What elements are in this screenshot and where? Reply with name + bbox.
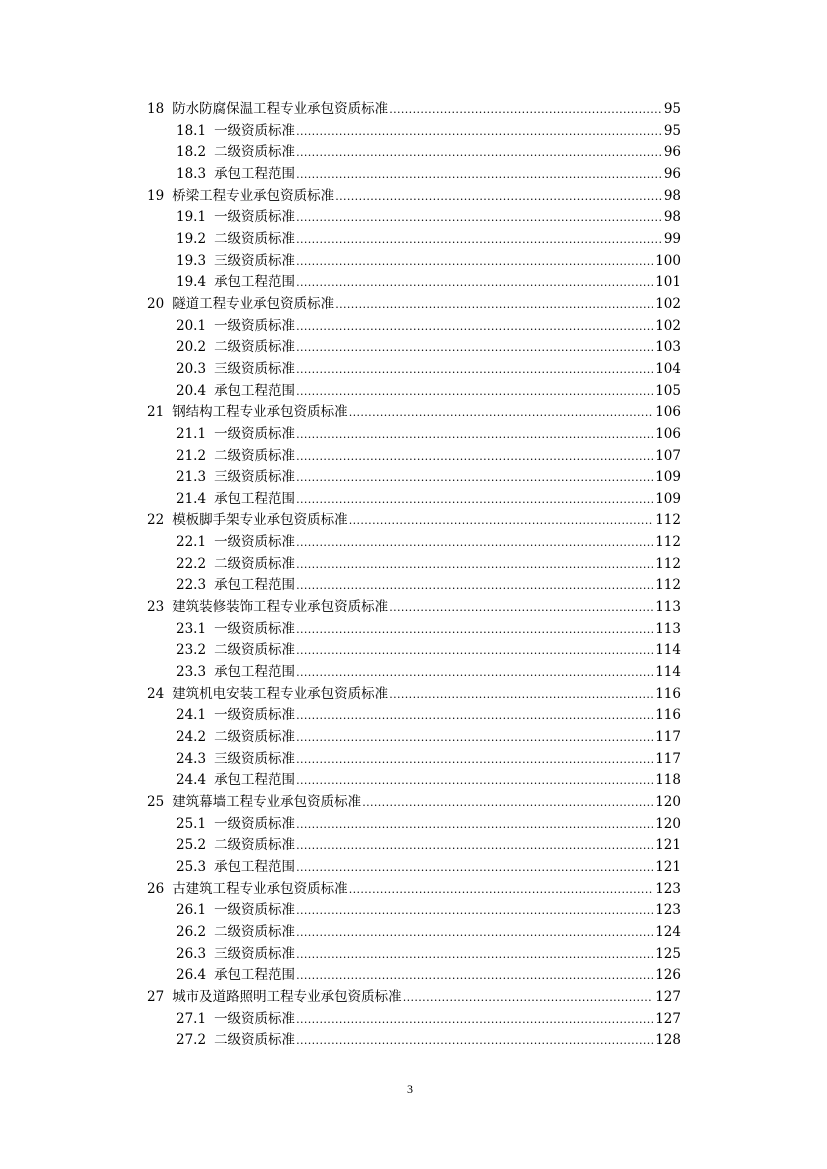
dot-leader — [296, 446, 653, 468]
toc-entry-title: 古建筑工程专业承包资质标准 — [172, 880, 348, 897]
dot-leader — [296, 381, 653, 403]
toc-entry-number: 26.2 — [176, 923, 207, 940]
toc-entry-title: 建筑装修装饰工程专业承包资质标准 — [172, 599, 389, 616]
toc-entry-number: 18.3 — [176, 165, 207, 182]
toc-entry-number: 26.1 — [176, 902, 207, 919]
toc-subsection-entry — [147, 489, 681, 511]
dot-leader — [296, 467, 653, 489]
dot-leader — [362, 792, 653, 814]
dot-leader — [296, 619, 653, 641]
toc-section-entry — [147, 879, 681, 901]
dot-leader — [389, 99, 662, 121]
toc-section-entry — [147, 402, 681, 424]
toc-entry-number: 21.4 — [176, 490, 207, 507]
toc-entry-title: 承包工程范围 — [214, 165, 296, 182]
dot-leader — [296, 121, 662, 143]
toc-entry-page: 112 — [655, 555, 681, 572]
toc-subsection-entry — [147, 229, 681, 251]
dot-leader — [296, 662, 653, 684]
toc-subsection-entry — [147, 532, 681, 554]
toc-subsection-entry — [147, 121, 681, 143]
dot-leader — [296, 770, 653, 792]
toc-entry-page: 128 — [655, 1032, 681, 1049]
toc-entry-title: 二级资质标准 — [214, 642, 296, 659]
dot-leader — [296, 164, 662, 186]
toc-entry-number: 23.3 — [176, 664, 207, 681]
dot-leader — [335, 294, 653, 316]
dot-leader — [296, 424, 653, 446]
toc-entry-page: 107 — [655, 447, 681, 464]
dot-leader — [296, 251, 653, 273]
toc-entry-number: 20.3 — [176, 360, 207, 377]
toc-subsection-entry — [147, 142, 681, 164]
toc-entry-title: 城市及道路照明工程专业承包资质标准 — [172, 988, 402, 1005]
toc-entry-title: 一级资质标准 — [214, 534, 296, 551]
toc-entry-title: 一级资质标准 — [214, 707, 296, 724]
toc-entry-number: 20 — [147, 295, 165, 312]
toc-entry-number: 27 — [147, 988, 165, 1005]
toc-entry-page: 113 — [655, 599, 681, 616]
toc-entry-title: 二级资质标准 — [214, 555, 296, 572]
dot-leader — [296, 900, 653, 922]
toc-entry-number: 22.2 — [176, 555, 207, 572]
toc-entry-page: 117 — [655, 750, 681, 767]
toc-entry-number: 22 — [147, 512, 165, 529]
page-number: 3 — [407, 1082, 413, 1096]
toc-entry-title: 二级资质标准 — [214, 923, 296, 940]
toc-entry-title: 一级资质标准 — [214, 122, 296, 139]
dot-leader — [296, 554, 653, 576]
toc-entry-page: 109 — [655, 490, 681, 507]
dot-leader — [296, 1030, 653, 1052]
toc-entry-number: 21.1 — [176, 425, 207, 442]
toc-subsection-entry — [147, 922, 681, 944]
dot-leader — [296, 922, 653, 944]
dot-leader — [296, 229, 662, 251]
toc-subsection-entry — [147, 446, 681, 468]
toc-entry-number: 25.2 — [176, 837, 207, 854]
toc-section-entry — [147, 792, 681, 814]
toc-subsection-entry — [147, 251, 681, 273]
dot-leader — [296, 727, 653, 749]
toc-entry-page: 96 — [663, 165, 681, 182]
toc-entry-page: 117 — [655, 729, 681, 746]
toc-entry-number: 24 — [147, 685, 165, 702]
toc-subsection-entry — [147, 337, 681, 359]
toc-subsection-entry — [147, 467, 681, 489]
toc-entry-title: 承包工程范围 — [214, 858, 296, 875]
dot-leader — [296, 814, 653, 836]
toc-subsection-entry — [147, 835, 681, 857]
toc-entry-title: 隧道工程专业承包资质标准 — [172, 295, 335, 312]
toc-subsection-entry — [147, 640, 681, 662]
toc-section-entry — [147, 597, 681, 619]
toc-entry-page: 114 — [655, 642, 681, 659]
toc-entry-number: 24.4 — [176, 772, 207, 789]
toc-entry-title: 二级资质标准 — [214, 729, 296, 746]
toc-entry-page: 109 — [655, 469, 681, 486]
toc-subsection-entry — [147, 272, 681, 294]
toc-entry-number: 22.1 — [176, 534, 207, 551]
dot-leader — [389, 597, 653, 619]
toc-entry-number: 21 — [147, 404, 165, 421]
dot-leader — [349, 879, 654, 901]
toc-entry-page: 124 — [655, 923, 681, 940]
dot-leader — [349, 402, 654, 424]
toc-entry-title: 三级资质标准 — [214, 750, 296, 767]
toc-entry-page: 113 — [655, 620, 681, 637]
dot-leader — [389, 684, 653, 706]
toc-entry-number: 23 — [147, 599, 165, 616]
toc-subsection-entry — [147, 965, 681, 987]
toc-entry-title: 承包工程范围 — [214, 490, 296, 507]
toc-entry-title: 二级资质标准 — [214, 144, 296, 161]
toc-entry-page: 120 — [655, 815, 681, 832]
toc-subsection-entry — [147, 900, 681, 922]
dot-leader — [296, 337, 653, 359]
toc-entry-page: 98 — [663, 209, 681, 226]
dot-leader — [296, 835, 653, 857]
dot-leader — [296, 272, 653, 294]
toc-entry-title: 三级资质标准 — [214, 360, 296, 377]
toc-entry-title: 二级资质标准 — [214, 837, 296, 854]
toc-entry-page: 121 — [655, 837, 681, 854]
dot-leader — [349, 510, 654, 532]
toc-entry-number: 24.2 — [176, 729, 207, 746]
toc-entry-title: 建筑机电安装工程专业承包资质标准 — [172, 685, 389, 702]
toc-entry-number: 27.2 — [176, 1032, 207, 1049]
dot-leader — [296, 316, 653, 338]
toc-entry-page: 118 — [655, 772, 681, 789]
toc-entry-page: 114 — [655, 664, 681, 681]
toc-entry-page: 127 — [655, 988, 681, 1005]
toc-entry-title: 承包工程范围 — [214, 664, 296, 681]
toc-entry-title: 二级资质标准 — [214, 339, 296, 356]
toc-subsection-entry — [147, 207, 681, 229]
toc-entry-number: 19 — [147, 187, 165, 204]
toc-entry-page: 123 — [655, 902, 681, 919]
dot-leader — [296, 575, 653, 597]
toc-entry-title: 桥梁工程专业承包资质标准 — [172, 187, 335, 204]
dot-leader — [296, 359, 653, 381]
toc-subsection-entry — [147, 1030, 681, 1052]
toc-entry-number: 20.4 — [176, 382, 207, 399]
toc-entry-number: 19.2 — [176, 230, 207, 247]
dot-leader — [296, 1009, 653, 1031]
dot-leader — [296, 749, 653, 771]
toc-entry-number: 26.4 — [176, 967, 207, 984]
toc-subsection-entry — [147, 554, 681, 576]
dot-leader — [296, 489, 653, 511]
toc-entry-title: 建筑幕墙工程专业承包资质标准 — [172, 794, 362, 810]
toc-entry-page: 123 — [655, 880, 681, 897]
toc-entry-title: 钢结构工程专业承包资质标准 — [172, 404, 348, 421]
toc-entry-title: 二级资质标准 — [214, 447, 296, 464]
toc-subsection-entry — [147, 814, 681, 836]
toc-entry-number: 19.3 — [176, 252, 207, 269]
toc-entry-title: 一级资质标准 — [214, 815, 296, 832]
toc-entry-page: 112 — [655, 577, 681, 594]
toc-entry-title: 三级资质标准 — [214, 945, 296, 962]
dot-leader — [296, 532, 653, 554]
toc-section-entry — [147, 99, 681, 121]
toc-entry-page: 95 — [663, 101, 681, 117]
toc-entry-page: 99 — [663, 230, 681, 247]
toc-subsection-entry — [147, 316, 681, 338]
dot-leader — [296, 142, 662, 164]
dot-leader — [296, 965, 653, 987]
dot-leader — [403, 987, 654, 1009]
toc-entry-title: 三级资质标准 — [214, 252, 296, 269]
toc-entry-title: 二级资质标准 — [214, 1032, 296, 1049]
toc-entry-page: 101 — [655, 274, 681, 291]
toc-section-entry — [147, 186, 681, 208]
toc-subsection-entry — [147, 770, 681, 792]
toc-section-entry — [147, 294, 681, 316]
toc-entry-title: 一级资质标准 — [214, 1010, 296, 1027]
toc-entry-number: 25.1 — [176, 815, 207, 832]
toc-entry-page: 106 — [655, 404, 681, 421]
toc-entry-title: 一级资质标准 — [214, 317, 296, 334]
toc-entry-title: 模板脚手架专业承包资质标准 — [172, 512, 348, 529]
toc-entry-number: 20.1 — [176, 317, 207, 334]
toc-entry-page: 95 — [663, 122, 681, 139]
toc-entry-page: 103 — [655, 339, 681, 356]
toc-entry-page: 112 — [655, 534, 681, 551]
toc-subsection-entry — [147, 749, 681, 771]
dot-leader — [335, 186, 662, 208]
toc-entry-title: 一级资质标准 — [214, 209, 296, 226]
toc-entry-title: 承包工程范围 — [214, 382, 296, 399]
toc-subsection-entry — [147, 619, 681, 641]
toc-entry-title: 承包工程范围 — [214, 274, 296, 291]
toc-entry-page: 102 — [655, 295, 681, 312]
toc-section-entry — [147, 684, 681, 706]
toc-entry-page: 96 — [663, 144, 681, 161]
toc-entry-title: 二级资质标准 — [214, 230, 296, 247]
toc-subsection-entry — [147, 424, 681, 446]
toc-entry-page: 104 — [655, 360, 681, 377]
toc-entry-page: 121 — [655, 858, 681, 875]
toc-entry-number: 21.2 — [176, 447, 207, 464]
toc-entry-page: 116 — [655, 685, 681, 702]
toc-subsection-entry — [147, 1009, 681, 1031]
toc-entry-number: 26 — [147, 880, 165, 897]
toc-entry-page: 100 — [655, 252, 681, 269]
toc-entry-number: 18.1 — [176, 122, 207, 139]
toc-entry-number: 25 — [147, 794, 165, 810]
toc-entry-title: 一级资质标准 — [214, 425, 296, 442]
toc-entry-page: 116 — [655, 707, 681, 724]
toc-entry-number: 18 — [147, 101, 165, 117]
toc-entry-number: 24.3 — [176, 750, 207, 767]
toc-subsection-entry — [147, 164, 681, 186]
toc-entry-number: 25.3 — [176, 858, 207, 875]
toc-entry-number: 22.3 — [176, 577, 207, 594]
toc-entry-page: 127 — [655, 1010, 681, 1027]
toc-entry-number: 23.1 — [176, 620, 207, 637]
toc-entry-title: 一级资质标准 — [214, 620, 296, 637]
toc-section-entry — [147, 510, 681, 532]
table-of-contents — [147, 99, 681, 1052]
toc-subsection-entry — [147, 944, 681, 966]
toc-entry-page: 112 — [655, 512, 681, 529]
dot-leader — [296, 944, 653, 966]
toc-entry-page: 105 — [655, 382, 681, 399]
toc-entry-title: 承包工程范围 — [214, 967, 296, 984]
toc-subsection-entry — [147, 575, 681, 597]
toc-entry-number: 18.2 — [176, 144, 207, 161]
toc-entry-title: 一级资质标准 — [214, 902, 296, 919]
toc-entry-page: 98 — [663, 187, 681, 204]
toc-entry-title: 承包工程范围 — [214, 772, 296, 789]
dot-leader — [296, 207, 662, 229]
toc-entry-number: 19.4 — [176, 274, 207, 291]
toc-subsection-entry — [147, 857, 681, 879]
toc-entry-number: 27.1 — [176, 1010, 207, 1027]
toc-entry-number: 23.2 — [176, 642, 207, 659]
toc-entry-number: 20.2 — [176, 339, 207, 356]
toc-entry-number: 19.1 — [176, 209, 207, 226]
dot-leader — [296, 640, 653, 662]
toc-entry-page: 120 — [655, 794, 681, 810]
toc-subsection-entry — [147, 662, 681, 684]
toc-entry-number: 24.1 — [176, 707, 207, 724]
toc-subsection-entry — [147, 381, 681, 403]
toc-entry-title: 承包工程范围 — [214, 577, 296, 594]
toc-entry-title: 三级资质标准 — [214, 469, 296, 486]
toc-subsection-entry — [147, 727, 681, 749]
dot-leader — [296, 705, 653, 727]
toc-entry-page: 106 — [655, 425, 681, 442]
toc-entry-page: 126 — [655, 967, 681, 984]
toc-subsection-entry — [147, 359, 681, 381]
toc-subsection-entry — [147, 705, 681, 727]
toc-entry-page: 102 — [655, 317, 681, 334]
toc-entry-page: 125 — [655, 945, 681, 962]
dot-leader — [296, 857, 653, 879]
toc-entry-title: 防水防腐保温工程专业承包资质标准 — [172, 101, 389, 117]
toc-entry-number: 26.3 — [176, 945, 207, 962]
toc-section-entry — [147, 987, 681, 1009]
toc-entry-number: 21.3 — [176, 469, 207, 486]
